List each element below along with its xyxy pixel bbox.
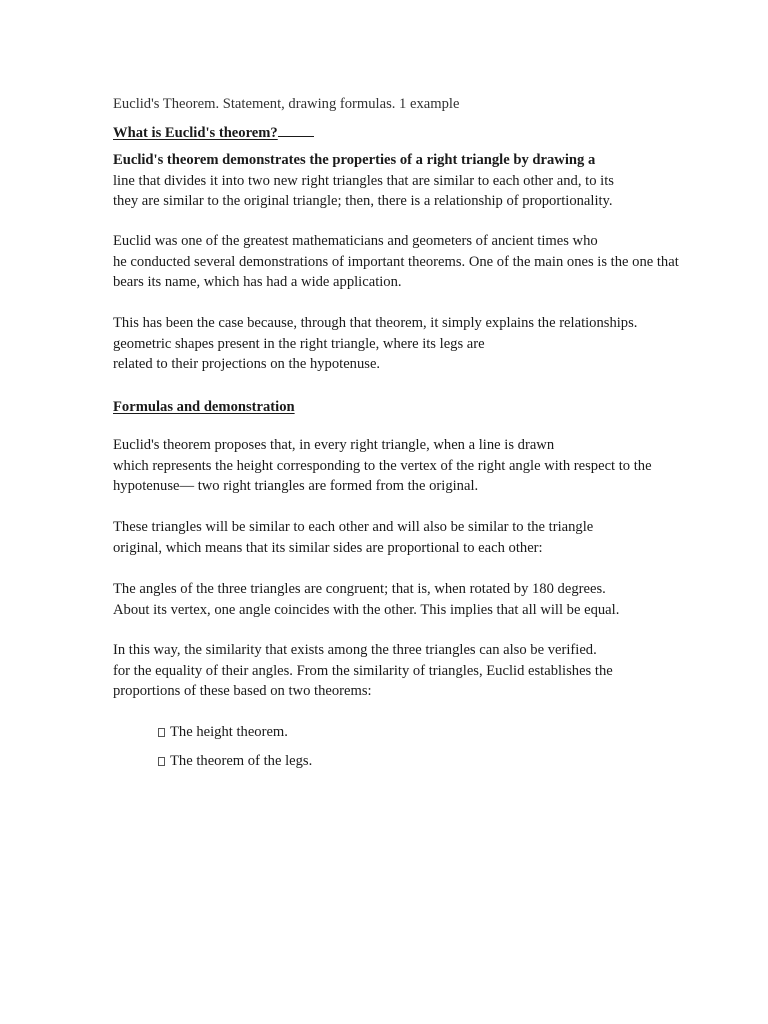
intro-line: line that divides it into two new right triangles that are similar to each other and, to its (113, 172, 614, 189)
paragraph-similarity-verified (113, 640, 673, 702)
paragraph-similar-triangles (113, 517, 673, 558)
paragraph-line: geometric shapes present in the right triangle, where its legs are (113, 335, 485, 352)
list-item (158, 722, 288, 743)
document-title-text: Euclid's Theorem. Statement, drawing formulas. 1 example (113, 96, 460, 112)
paragraph-line: he conducted several demonstrations of important theorems. One of the main ones is the one that (113, 253, 679, 270)
paragraph-line: These triangles will be similar to each other and will also be similar to the triangle (113, 519, 594, 535)
paragraph-line: This has been the case because, through that theorem, it simply explains the relationships. (113, 315, 638, 331)
paragraph-line: related to their projections on the hypotenuse. (113, 356, 381, 372)
heading-underline-tail (278, 123, 314, 137)
paragraph-line: About its vertex, one angle coincides with the other. This implies that all will be equal. (113, 601, 620, 618)
list-item (158, 751, 312, 772)
intro-bold-line: Euclid's theorem demonstrates the properties of a right triangle by drawing a (113, 152, 596, 168)
section-heading-formulas (113, 397, 673, 418)
paragraph-line: Euclid's theorem proposes that, in every right triangle, when a line is drawn (113, 437, 555, 453)
paragraph-theorem-proposes (113, 435, 673, 497)
bullet-box-icon (158, 757, 165, 766)
paragraph-line: Euclid was one of the greatest mathematicians and geometers of ancient times who (113, 233, 598, 249)
bullet-box-icon (158, 728, 165, 737)
list-item-text: The height theorem. (170, 724, 288, 740)
intro-paragraph (113, 150, 673, 212)
section-heading-text: What is Euclid's theorem? (113, 123, 673, 144)
intro-line: they are similar to the original triangle; then, there is a relationship of proportionality. (113, 193, 613, 209)
paragraph-line: original, which means that its similar sides are proportional to each other: (113, 539, 543, 556)
section-heading-what-is (113, 123, 673, 144)
paragraph-line: for the equality of their angles. From the similarity of triangles, Euclid establishes the (113, 662, 613, 679)
paragraph-line: bears its name, which has had a wide application. (113, 274, 402, 290)
list-item-text: The theorem of the legs. (170, 753, 313, 769)
document-title (113, 94, 673, 115)
section-heading-text: Formulas and demonstration (113, 399, 295, 415)
paragraph-line: The angles of the three triangles are congruent; that is, when rotated by 180 degrees. (113, 581, 606, 597)
paragraph-line: In this way, the similarity that exists among the three triangles can also be verified. (113, 642, 597, 658)
paragraph-line: hypotenuse— two right triangles are formed from the original. (113, 478, 479, 494)
paragraph-relationships (113, 313, 673, 375)
paragraph-euclid-mathematician (113, 231, 679, 293)
paragraph-line: which represents the height corresponding to the vertex of the right angle with respect to the (113, 457, 652, 474)
paragraph-line: proportions of these based on two theorems: (113, 683, 372, 699)
paragraph-angles-congruent (113, 579, 673, 620)
